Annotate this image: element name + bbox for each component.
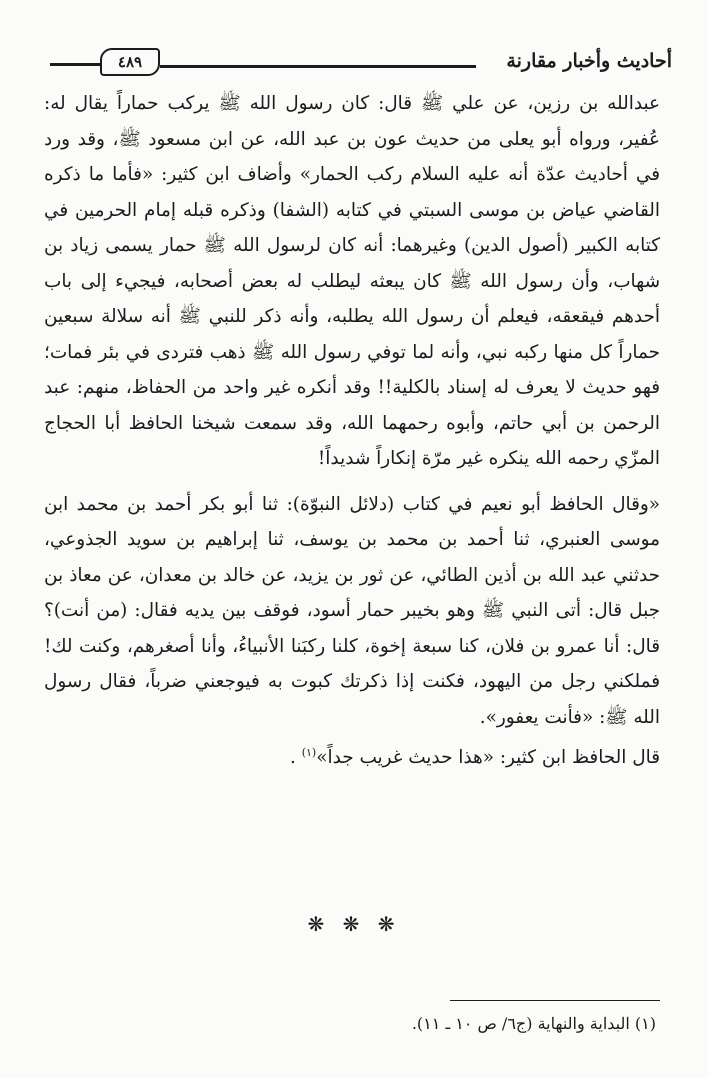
section-separator: ❋ ❋ ❋ [307, 912, 401, 936]
closing-period: . [289, 747, 296, 769]
running-header [42, 44, 672, 78]
footnote-reference[interactable]: (١) [301, 746, 317, 759]
main-text [44, 86, 660, 776]
running-title: أحاديث وأخبار مقارنة [506, 50, 672, 72]
page-number: ٤٨٩ [100, 48, 160, 76]
paragraph: «وقال الحافظ أبو نعيم في كتاب (دلائل النبوّة): ثنا أبو بكر أحمد بن محمد ابن موسى العنبري، ثنا أحمد بن محمد بن يوسف، ثنا إبراهيم بن سويد الجذوعي، حدثني عبد الله بن أذين الطائي، عن ثور بن يزيد، عن خالد بن معدان، عن معاذ بن جبل قال: أتى النبي ﷺ وهو بخيبر حمار أسود، فوقف بين يديه فقال: (من أنت)؟ قال: أنا عمرو بن فلان، كنا سبعة إخوة، كلنا ركبَنا الأنبياءُ، وأنا أصغرهم، وكنت لك! فملكني رجل من اليهود، فكنت إذا ذكرتك كبوت به فيوجعني ضرباً، فقال رسول الله ﷺ: «فأنت يعفور». [44, 493, 660, 728]
header-rule [160, 65, 476, 68]
footnote: (١) البداية والنهاية (ج٦/ ص ١٠ ـ ١١). [411, 1014, 656, 1033]
paragraph: عبدالله بن رزين، عن علي ﷺ قال: كان رسول الله ﷺ يركب حماراً يقال له: عُفير، ورواه أبو يعلى من حديث عون بن عبد الله، عن ابن مسعود ﷺ، وقد ورد في أحاديث عدّة أنه عليه السلام ركب الحمار» وأضاف ابن كثير: «فأما ما ذكره القاضي عياض بن موسى السبتي في كتابه (الشفا) وذكره قبله إمام الحرمين في كتابه الكبير (أصول الدين) وغيرهما: أنه كان لرسول الله ﷺ حمار يسمى زياد بن شهاب، وأن رسول الله ﷺ كان يبعثه ليطلب له بعض أصحابه، فيجيء إلى باب أحدهم فيقعقه، فيعلم أن رسول الله يطلبه، وأنه ذكر للنبي ﷺ أنه سلالة سبعين حماراً كل منها ركبه نبي، وأنه لما توفي رسول الله ﷺ ذهب فتردى في بئر فمات؛ فهو حديث لا يعرف له إسناد بالكلية!! وقد أنكره غير واحد من الحفاظ، منهم: عبد الرحمن بن أبي حاتم، وأبوه رحمهما الله، وقد سمعت شيخنا الحافظ أبا الحجاج المزّي رحمه الله ينكره غير مرّة إنكاراً شديداً! [44, 93, 660, 469]
footnote-rule [450, 1000, 660, 1001]
paragraph-with-footnote [44, 735, 660, 776]
paragraph-text: قال الحافظ ابن كثير: «هذا حديث غريب جداً» [316, 747, 660, 769]
badge-tail-rule [50, 63, 102, 66]
